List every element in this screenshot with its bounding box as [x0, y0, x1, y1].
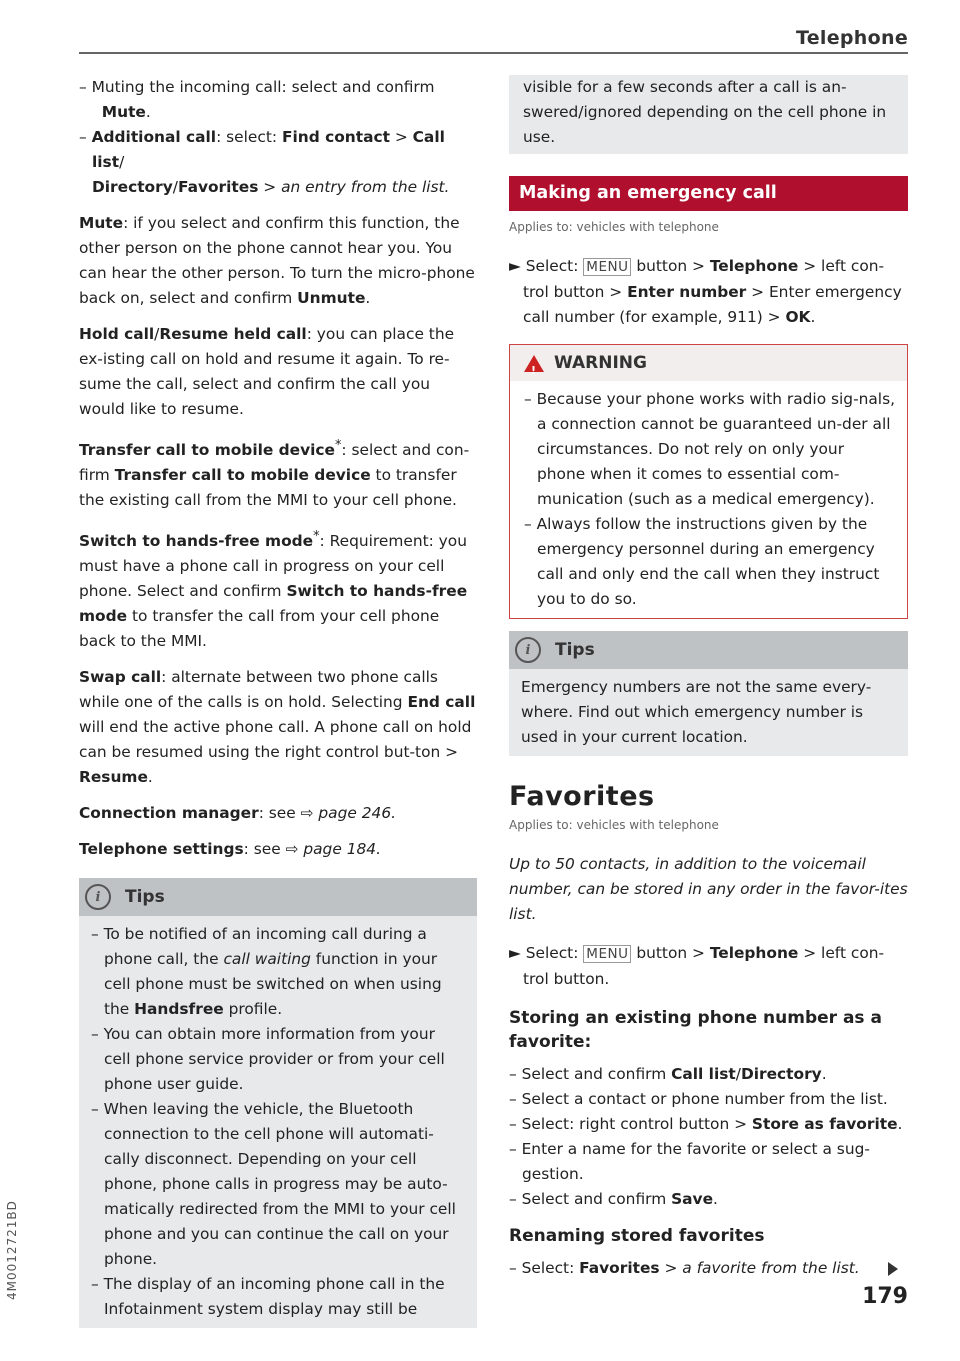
- tips-header: i Tips: [509, 631, 908, 669]
- favorites-intro: Up to 50 contacts, in addition to the voicemail number, can be stored in any order in the favor-ites list.: [509, 855, 908, 923]
- settings-paragraph: Telephone settings: see ⇨ page 184.: [79, 840, 381, 859]
- tips-header: i Tips: [79, 878, 477, 916]
- document-code: 4M0012721BD: [5, 1200, 19, 1300]
- right-column: [509, 75, 908, 1281]
- continue-arrow-icon: [888, 1262, 898, 1276]
- menu-button: MENU: [583, 945, 631, 963]
- rename-favorites-heading: Renaming stored favorites: [509, 1226, 765, 1246]
- applies-note: Applies to: vehicles with telephone: [509, 818, 719, 832]
- list-item: – Muting the incoming call: select and confirm Mute.: [79, 78, 435, 121]
- menu-button: MENU: [583, 258, 631, 276]
- list-item: – Select a contact or phone number from the list.: [509, 1090, 888, 1108]
- info-icon: i: [515, 637, 541, 663]
- connection-paragraph: Connection manager: see ⇨ page 246.: [79, 804, 397, 823]
- tips-continuation: visible for a few seconds after a call is an-swered/ignored depending on the cell phone in use.: [509, 75, 908, 154]
- list-item: – Select: right control button > Store as favorite.: [509, 1115, 903, 1133]
- list-item: – Enter a name for the favorite or select a sug-gestion.: [509, 1140, 870, 1183]
- page-link[interactable]: page 184.: [303, 840, 381, 859]
- store-favorite-heading: Storing an existing phone number as a favorite:: [509, 1008, 882, 1052]
- list-item: – Select and confirm Save.: [509, 1190, 718, 1208]
- tips-box: [79, 878, 477, 1328]
- left-column: [79, 75, 477, 1328]
- page-link[interactable]: page 246.: [318, 804, 397, 823]
- warning-header: ! WARNING: [510, 345, 907, 381]
- tip-item: – The display of an incoming phone call in the Infotainment system display may still be: [91, 1275, 445, 1319]
- applies-note: Applies to: vehicles with telephone: [509, 220, 719, 234]
- tips-box-right: i Tips Emergency numbers are not the same every-where. Find out which emergency number is used in your current location.: [509, 631, 908, 756]
- tip-item: – When leaving the vehicle, the Bluetooth connection to the cell phone will automati-cally disconnect. Depending on your cell phone, phone calls in progress may be auto-matically redirected from the MMI to your cell phone and you can continue the call on your phone.: [91, 1100, 456, 1269]
- favorites-step: ► Select: MENU button > Telephone > left con-trol button.: [509, 944, 885, 988]
- swap-paragraph: Swap call: alternate between two phone calls while one of the calls is on hold. Selecting End call will end the active phone call. A phone call on hold can be resumed using the right control but-ton > Resume.: [79, 668, 476, 787]
- list-item: – Select and confirm Call list/Directory.: [509, 1065, 827, 1083]
- tip-item: – You can obtain more information from your cell phone service provider or from your cell phone user guide.: [91, 1025, 445, 1094]
- emergency-step: ► Select: MENU button > Telephone > left con-trol button > Enter number > Enter emergency call number (for example, 911) > OK.: [509, 257, 902, 326]
- mute-paragraph: Mute: if you select and confirm this function, the other person on the phone cannot hear you. You can hear the other person. To turn the micro-phone back on, select and confirm Unmute.: [79, 214, 475, 307]
- list-item: – Additional call: select: Find contact > Call list/ Directory/Favorites > an entry from the list.: [79, 128, 450, 196]
- warning-item: – Always follow the instructions given by the emergency personnel during an emergency call and only end the call when they instruct you to do so.: [524, 515, 880, 608]
- transfer-paragraph: Transfer call to mobile device*: select and con-firm Transfer call to mobile device to transfer the existing call from the MMI to your cell phone.: [79, 438, 470, 510]
- header-rule: [79, 52, 908, 54]
- page-number: 179: [862, 1284, 908, 1309]
- list-item: – Select: Favorites > a favorite from the list.: [509, 1256, 908, 1281]
- warning-icon: [524, 355, 544, 372]
- favorites-title: Favorites: [509, 781, 655, 812]
- emergency-section-title: Making an emergency call: [509, 176, 908, 211]
- header-title: Telephone: [795, 27, 908, 49]
- tip-item: – To be notified of an incoming call during a phone call, the call waiting function in your cell phone must be switched on when using the Handsfree profile.: [91, 925, 442, 1019]
- hold-paragraph: Hold call/Resume held call: you can place the ex-isting call on hold and resume it again. To re-sume the call, select and confirm the call you would like to resume.: [79, 325, 455, 418]
- switch-paragraph: Switch to hands-free mode*: Requirement: you must have a phone call in progress on your cell phone. Select and confirm Switch to hands-free mode to transfer the call from your cell phone back to the MMI.: [79, 529, 468, 651]
- warning-item: – Because your phone works with radio sig-nals, a connection cannot be guaranteed un-der all circumstances. Do not rely on only your phone when it comes to essential com-munication (such as a medical emergency).: [524, 390, 895, 508]
- info-icon: i: [85, 884, 111, 910]
- warning-box: [509, 344, 908, 619]
